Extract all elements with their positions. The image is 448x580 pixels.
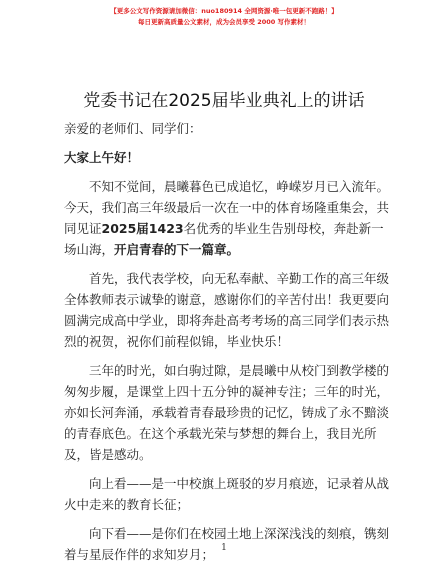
graduate-count: 2025届1423 (101, 221, 184, 236)
paragraph-1-text-a: 不知不觉间，晨曦暮色已成追忆，峥嵘岁月已入流年。今天，我们高三年级最后一次在一中的体育场隆重集会，共同见证 (64, 179, 390, 236)
document-title: 党委书记在2025届毕业典礼上的讲话 (83, 91, 365, 111)
paragraph-3: 三年的时光，如白驹过隙，是晨曦中从校门到教学楼的匆匆步履，是课堂上四十五分钟的凝神专注；三年的时光，亦如长河奔涌，承载着青春最珍贵的记忆，铸成了永不黯淡的青春底色。在这个承载光荣与梦想的舞台上，我目光所及，皆是感动。 (64, 363, 390, 462)
paragraph-1-highlight: 开启青春的下一篇章。 (114, 242, 240, 257)
greeting: 大家上午好！ (64, 150, 140, 165)
paragraph-2: 首先，我代表学校，向无私奉献、辛勤工作的高三年级全体教师表示诚挚的谢意，感谢你们的辛苦付出！我更要向圆满完成高中学业，即将奔赴高考考场的高三同学们表示热烈的祝贺，祝你们前程似锦，毕业快乐！ (64, 271, 390, 349)
salutation: 亲爱的老师们、同学们： (64, 121, 202, 136)
promo-line-1: 【更多公文写作资源请加微信：nuo180914 全网资源·唯一包更新不跑路！】 (110, 7, 338, 15)
paragraph-4: 向上看——是一中校旗上斑驳的岁月痕迹，记录着从战火中走来的教育长征； (64, 476, 390, 512)
paragraph-5: 向下看——是你们在校园土地上深深浅浅的刻痕，镌刻着与星辰作伴的求知岁月； (64, 526, 390, 562)
document-body (64, 118, 394, 573)
promo-line-2: 每日更新高质量公文素材，成为会员享受 2000 写作素材！ (137, 18, 311, 26)
page-number: 1 (221, 543, 227, 553)
promo-banner (0, 6, 448, 28)
paragraph-1-text-c: 名优秀的毕业生告别母校，奔赴新一场山海， (64, 221, 384, 257)
paragraph-1 (64, 176, 394, 260)
